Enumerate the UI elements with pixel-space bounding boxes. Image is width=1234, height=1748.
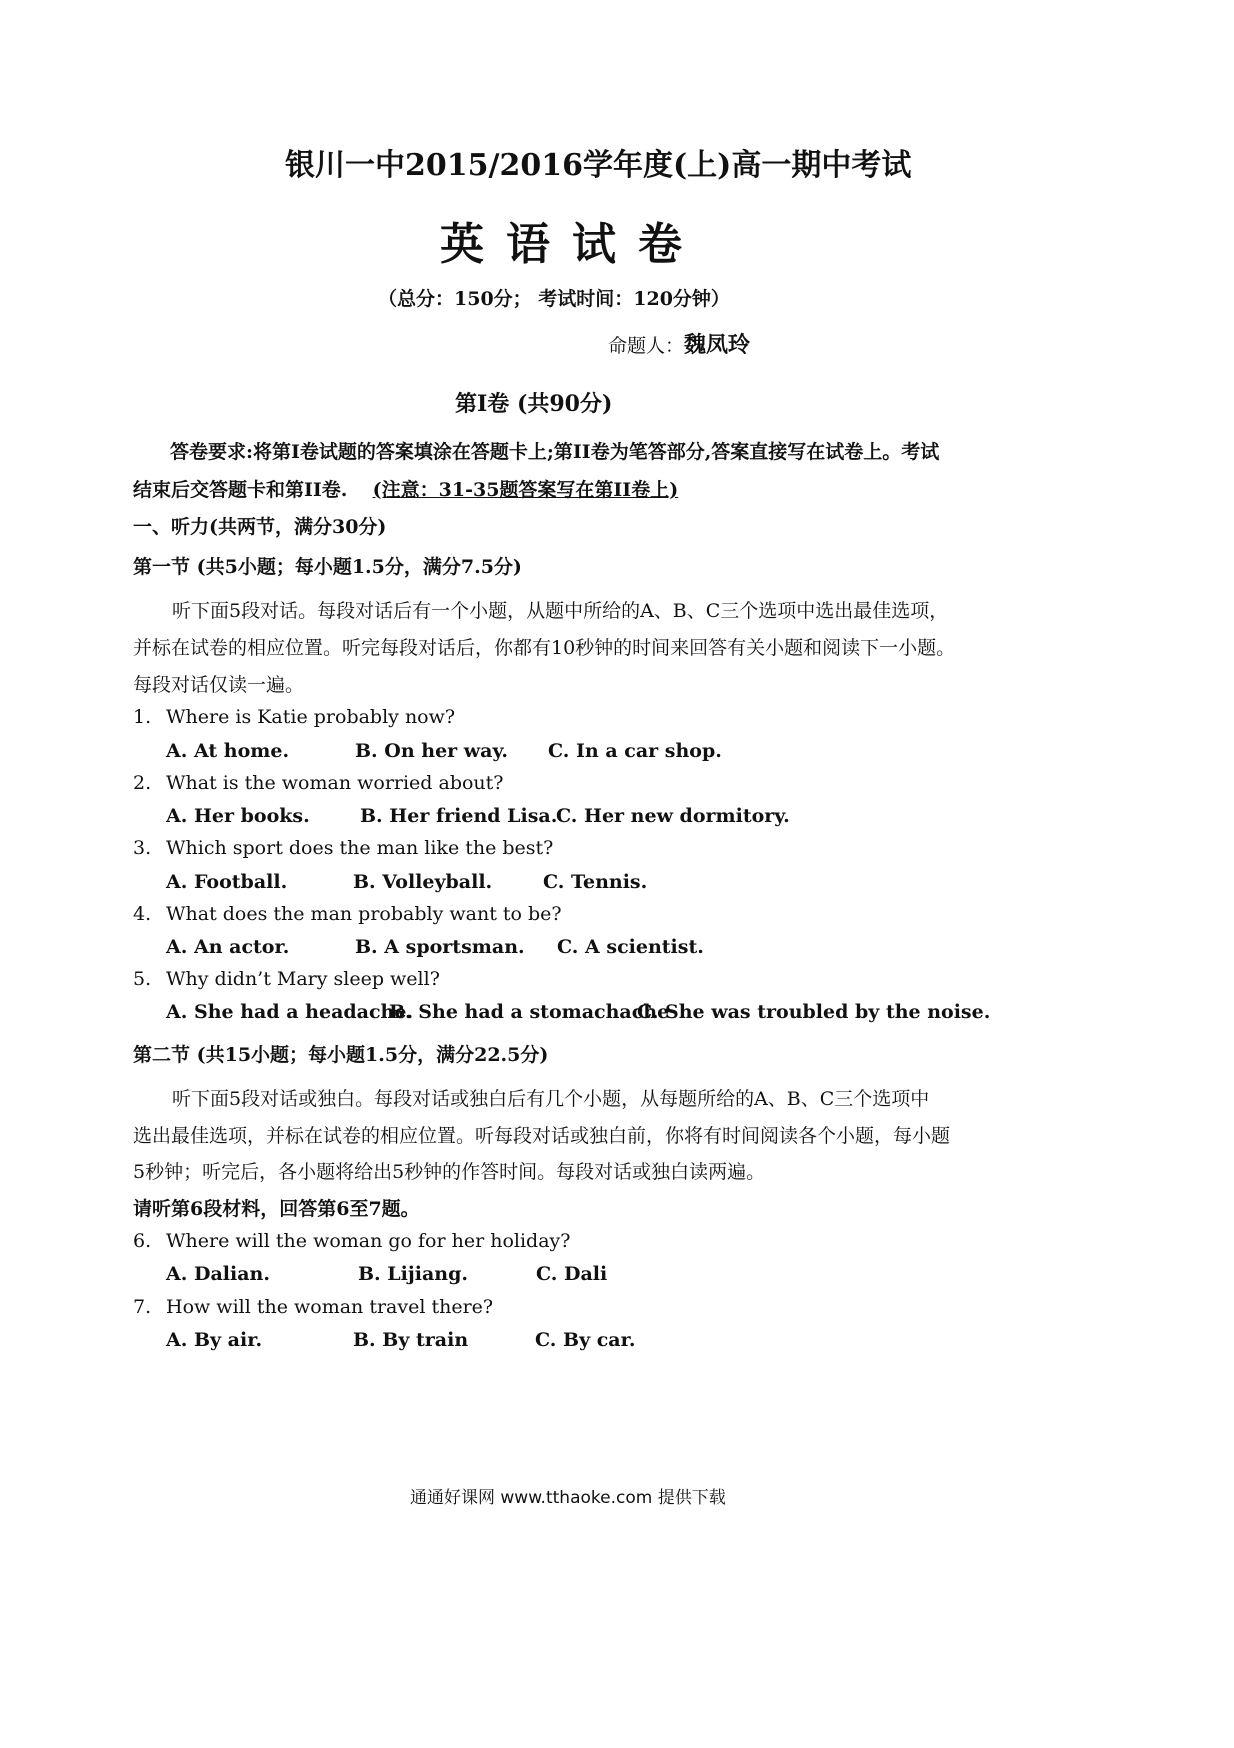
section1-heading: 第一节 (共5小题；每小题1.5分，满分7.5分) bbox=[133, 556, 522, 578]
option-b: B. She had a stomachache bbox=[389, 1001, 670, 1023]
option-b: B. Lijiang. bbox=[358, 1263, 468, 1285]
option-a: A. An actor. bbox=[166, 936, 290, 958]
option-c: C. Dali bbox=[536, 1263, 608, 1285]
option-a: A. She had a headache. bbox=[166, 1001, 414, 1023]
question-text: Why didn’t Mary sleep well? bbox=[166, 968, 440, 990]
question-2 bbox=[133, 772, 504, 794]
score-time: （总分：150分； 考试时间：120分钟） bbox=[378, 288, 730, 310]
option-c: C. She was troubled by the noise. bbox=[637, 1001, 991, 1023]
author-label: 命题人： bbox=[608, 335, 685, 357]
question-number: 6. bbox=[133, 1230, 152, 1252]
option-c: C. Her new dormitory. bbox=[556, 805, 790, 827]
option-b: B. A sportsman. bbox=[355, 936, 525, 958]
instructions-note: (注意：31-35题答案写在第II卷上) bbox=[372, 479, 679, 501]
section2-para-line2: 选出最佳选项，并标在试卷的相应位置。听每段对话或独白前，你将有时间阅读各个小题，每小题 bbox=[133, 1125, 951, 1147]
question-number: 5. bbox=[133, 968, 152, 990]
option-b: B. Her friend Lisa. bbox=[360, 805, 558, 827]
section1-para-line2: 并标在试卷的相应位置。听完每段对话后，你都有10秒钟的时间来回答有关小题和阅读下一小题。 bbox=[133, 637, 956, 659]
option-b: B. Volleyball. bbox=[353, 871, 493, 893]
option-c: C. A scientist. bbox=[557, 936, 704, 958]
question-number: 4. bbox=[133, 903, 152, 925]
question-1 bbox=[133, 706, 455, 728]
question-4 bbox=[133, 903, 562, 925]
section2-heading: 第二节 (共15小题；每小题1.5分，满分22.5分) bbox=[133, 1044, 549, 1066]
question-number: 1. bbox=[133, 706, 152, 728]
option-a: A. By air. bbox=[166, 1329, 263, 1351]
question-number: 2. bbox=[133, 772, 152, 794]
question-6 bbox=[133, 1230, 570, 1252]
question-text: What is the woman worried about? bbox=[166, 772, 504, 794]
section1-para-line3: 每段对话仅读一遍。 bbox=[133, 674, 305, 696]
option-a: A. Football. bbox=[166, 871, 288, 893]
listening-section-heading: 一、听力(共两节，满分30分) bbox=[133, 516, 387, 538]
author-line bbox=[608, 328, 750, 359]
question-7 bbox=[133, 1296, 493, 1318]
instructions-line2 bbox=[133, 475, 678, 502]
question-number: 3. bbox=[133, 837, 152, 859]
option-a: A. Her books. bbox=[166, 805, 310, 827]
instructions-line1: 答卷要求:将第I卷试题的答案填涂在答题卡上;第II卷为笔答部分,答案直接写在试卷上。考试 bbox=[170, 441, 940, 463]
question-text: Where is Katie probably now? bbox=[166, 706, 456, 728]
option-b: B. On her way. bbox=[355, 740, 508, 762]
author-name: 魏凤玲 bbox=[684, 332, 751, 358]
question-number: 7. bbox=[133, 1296, 152, 1318]
option-c: C. In a car shop. bbox=[548, 740, 722, 762]
footer-text: 通通好课网 www.tthaoke.com 提供下载 bbox=[410, 1488, 726, 1508]
question-5 bbox=[133, 968, 440, 990]
question-text: How will the woman travel there? bbox=[166, 1296, 494, 1318]
question-3 bbox=[133, 837, 553, 859]
section2-para-line1: 听下面5段对话或独白。每段对话或独白后有几个小题，从每题所给的A、B、C三个选项中 bbox=[172, 1088, 930, 1110]
question-text: Which sport does the man like the best? bbox=[166, 837, 554, 859]
exam-subtitle: 英语试卷 bbox=[440, 219, 704, 270]
part1-heading: 第I卷 (共90分) bbox=[455, 391, 613, 417]
option-c: C. Tennis. bbox=[543, 871, 648, 893]
option-a: A. At home. bbox=[166, 740, 290, 762]
material-line: 请听第6段材料，回答第6至7题。 bbox=[133, 1198, 420, 1220]
section2-para-line3: 5秒钟；听完后，各小题将给出5秒钟的作答时间。每段对话或独白读两遍。 bbox=[133, 1161, 766, 1183]
exam-title: 银川一中2015/2016学年度(上)高一期中考试 bbox=[285, 148, 912, 183]
question-text: Where will the woman go for her holiday? bbox=[166, 1230, 571, 1252]
option-b: B. By train bbox=[353, 1329, 469, 1351]
option-c: C. By car. bbox=[535, 1329, 636, 1351]
option-a: A. Dalian. bbox=[166, 1263, 270, 1285]
section1-para-line1: 听下面5段对话。每段对话后有一个小题，从题中所给的A、B、C三个选项中选出最佳选项， bbox=[172, 600, 949, 622]
instructions-text: 结束后交答题卡和第II卷. bbox=[133, 479, 348, 501]
question-text: What does the man probably want to be? bbox=[166, 903, 562, 925]
